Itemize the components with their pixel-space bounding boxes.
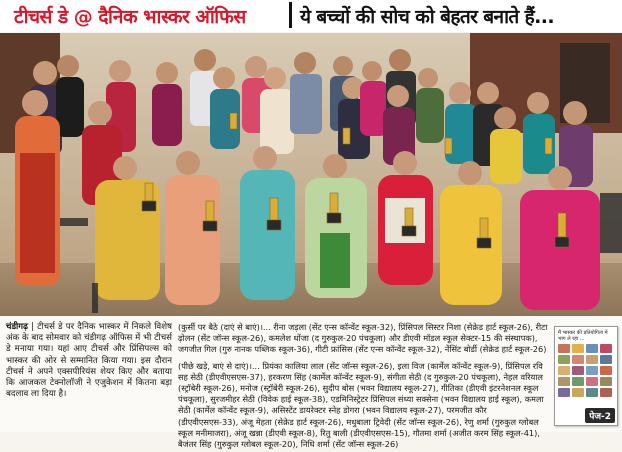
- photo-caption: [178, 322, 549, 452]
- newspaper-thumbnail: [554, 326, 618, 426]
- intro-body: | टीचर्स डे पर दैनिक भास्कर में निकले विशेष अंक के बाद सोमवार को चंडीगढ़ ऑफिस में भी टीचर्स डे मनाया गया। यहां आए टीचर्स और प्रिंसिपल्स को भास्कर की ओर से सम्मानित किया गया। इस दौरान टीचर्स ने अपने एक्सपीरियंस शेयर किए और बताया कि आजकल टेक्नोलॉजी ने एजुकेशन में कितना बड़ा बदलाव ला दिया है।: [6, 322, 173, 400]
- caption-seated: (कुर्सी पर बैठे (दाएं से बाएं)।... रीना जड़ला (सेंट एन्स कॉन्वेंट स्कूल-32), प्रिंसिपल सिस्टर निशा (सेक्रेड हार्ट स्कूल-26), रीटा ढ़ोलन (सेंट जॉन्स स्कूल-26), कमलेश धोंजा (द गुरुकुल-20 पंचकूला) और डीएवी मॉडल स्कूल सेक्टर-15 की संस्थापक), जगजीत गिल (गुरु नानक पब्लिक स्कूल-36), गीटी फ्रांसिस (सेंट एन्स कॉन्वेंट स्कूल-32), नेंसिंट बोर्डी (सेक्रेड हार्ट स्कूल-26): [178, 322, 548, 355]
- thumbnail-image-grid: [558, 344, 614, 402]
- intro-lead: चंडीगढ़: [6, 322, 28, 332]
- page-tag: पेज-2: [585, 408, 615, 423]
- group-photo: [0, 33, 622, 316]
- headline-bar: [0, 0, 622, 32]
- thumbnail-headline: मैं भास्कर की प्रतियोगिता में भाग ले रहा ...: [558, 330, 608, 342]
- headline-right: ये बच्चों की सोच को बेहतर बनाते हैं...: [300, 6, 555, 28]
- intro-text: [6, 322, 172, 400]
- headline-divider: [289, 2, 292, 28]
- headline-left: टीचर्स डे @ दैनिक भास्कर ऑफिस: [14, 6, 246, 28]
- group-photo-icon: [0, 33, 622, 316]
- caption-standing: (पीछे खड़े, बाएं से दाएं)।... प्रियंका कालिया लाल (सेंट जॉन्स स्कूल-26), इला विज (कार्मेल कॉन्वेंट स्कूल-9), प्रिंसिपल रवि सह सेठी (डीएवीएसएस-37), हरकरण सिंह (कार्मेल कॉन्वेंट स्कूल-9), संगीता सेठी (द गुरुकुल-20 पंचकूला), नेहल वरियाल (स्ट्रॉबेरी स्कूल-26), मनोज (स्ट्रॉबेरी स्कूल-26), सुदीप बोस (भवन विद्यालय स्कूल-27), गीतिका (डीएवी इंटरनेशनल स्कूल पंचकूला), सुरजमीहर सेठी (विवेक हाई स्कूल-38), एडमिनिस्ट्रेटर प्रिंसिपल संध्या सक्सेना (भवन विद्यालय हाई स्कूल), कमला सेठी (कार्मेल कॉन्वेंट स्कूल-9), असिस्टेंट डायरेक्टर स्नेह डोगरा (भवन विद्यालय स्कूल-27), परमजीत कौर (डीएवीएसएस-33), अंजू मेहता (सेक्रेड हार्ट स्कूल-26), मधुबाला ट्रिवेदी (सेंट जॉन्स स्कूल-26), रेणु शर्मा (गुरुकुल ग्लोबल स्कूल मनीमाजरा), अंजू खन्ना (डीएवी स्कूल-8), रितु बाली (डीएवीएसएस-15), गौतमा शर्मा (अजीत करम सिंह स्कूल-41), बैजंतर सिंह (गुरुकुल ग्लोबल स्कूल-20), निधि शर्मा (सेंट जॉन्स स्कूल-26): [178, 360, 544, 450]
